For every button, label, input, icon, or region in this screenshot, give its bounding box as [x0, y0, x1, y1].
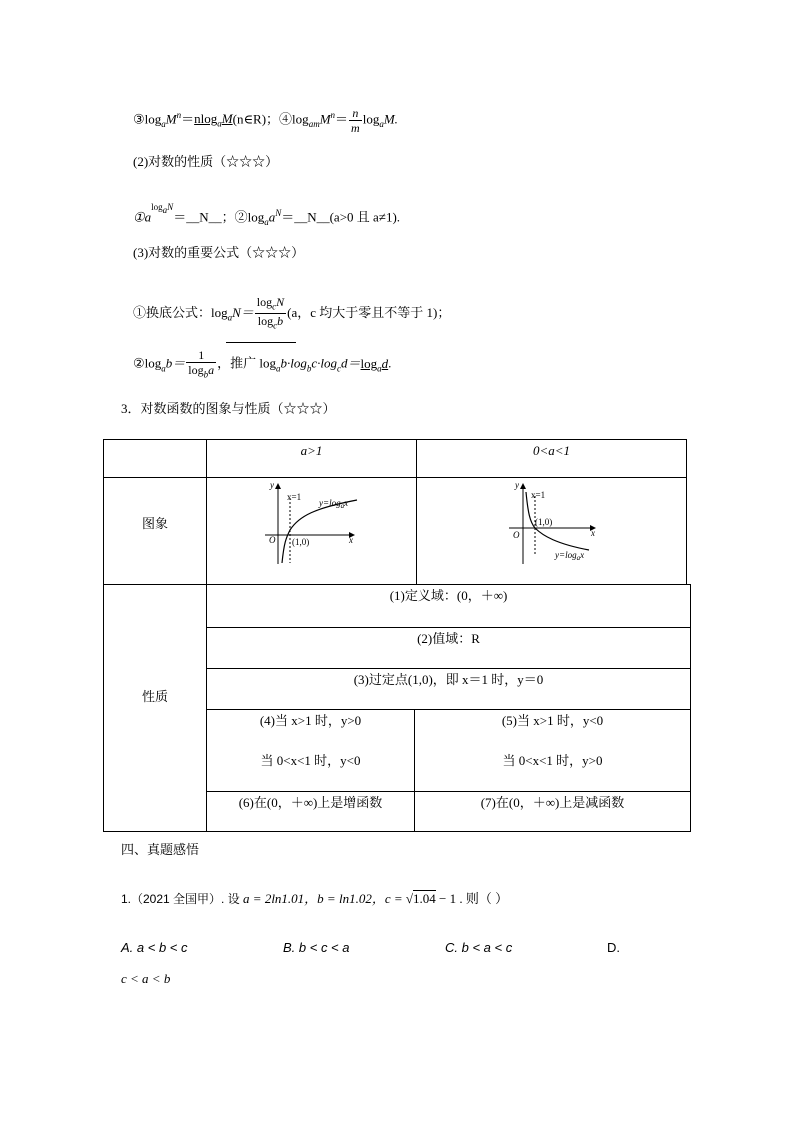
svg-text:y=logax: $y=\log_ax$ [555, 550, 585, 562]
formula-line-properties: $①a^{log_aN}=\_\_N\_\_$；$②\log_aa^N=\_\_N\_\_(a>0$ 且 a≠1). [133, 202, 401, 227]
svg-text:x=1: x=1 [287, 492, 302, 502]
table-prop-fixed-point: (3)过定点(1,0)，即 x＝1 时，y＝0 [206, 668, 691, 710]
formula-reciprocal: $②\log_ab=$ $\frac{1}{\log_ba}$ ，推广 $\log_ab\cdot\log_bc\cdot\log_cd=\log_ad$. [133, 348, 392, 380]
graph-log-increasing [207, 478, 416, 584]
heading-properties: (2)对数的性质（☆☆☆） [133, 154, 279, 169]
option-b[interactable]: B. b < c < a [283, 940, 350, 955]
table-prop-range: (2)值域：R [206, 627, 691, 669]
svg-text:(1,0): (1,0) [292, 537, 310, 547]
svg-text:y=logax: $y=\log_ax$ [319, 498, 349, 510]
table-row-label-properties: 性质 [103, 584, 207, 832]
table-cell-graph-increasing [206, 477, 417, 585]
table-row-label-graph: 图象 [103, 477, 207, 585]
table-prop-sign-increasing: (4)当 x>1 时，y>0 当 0<x<1 时，y<0 [206, 709, 415, 792]
section-4-title: 四、真题感悟 [121, 842, 200, 857]
table-prop-sign-decreasing: (5)当 x>1 时，y<0 当 0<x<1 时，y>0 [414, 709, 691, 792]
svg-text:O: O [269, 535, 276, 545]
fraction-change-of-base: $\frac{\log_cN}{\log_cb}$ [256, 295, 285, 331]
table-prop-monotone-increasing: (6)在(0，＋∞)上是增函数 [206, 791, 415, 832]
overline-decoration [226, 342, 296, 343]
option-a[interactable]: A. a < b < c [121, 940, 188, 955]
option-c[interactable]: C. b < a < c [445, 940, 513, 955]
fraction-reciprocal: $\frac{1}{\log_ba}$ [188, 348, 215, 380]
graph-log-decreasing [417, 478, 686, 584]
section-3-title: 3．对数函数的图象与性质（☆☆☆） [121, 401, 336, 416]
table-cell-graph-decreasing [416, 477, 687, 585]
sqrt-symbol: √ [405, 891, 413, 906]
question-1-stem: 1.（2021 全国甲）. 设 a = 2ln1.01，b = ln1.02，c = √1.04 − 1 . 则（ ） [121, 891, 509, 906]
heading-formulas: (3)对数的重要公式（☆☆☆） [133, 245, 305, 260]
option-d[interactable]: D. [607, 940, 620, 955]
svg-text:(1,0): (1,0) [535, 517, 553, 527]
formula-change-of-base: ①换底公式：$\log_aN=$ $\frac{\log_cN}{\log_cb}$ (a，c 均大于零且不等于 1)； [133, 295, 451, 331]
svg-text:x: x [591, 528, 595, 538]
svg-text:x=1: x=1 [531, 490, 546, 500]
table-header-a-gt-1: a>1 [206, 439, 417, 478]
svg-text:y: y [515, 480, 519, 490]
table-header-blank [103, 439, 207, 478]
fraction-n-over-m: $\frac{n}{m}$ [351, 106, 360, 135]
svg-text:O: O [513, 530, 520, 540]
table-header-a-lt-1: 0<a<1 [416, 439, 687, 478]
svg-text:y: y [270, 480, 274, 490]
table-prop-domain: (1)定义域：(0，＋∞) [206, 584, 691, 628]
option-d-body: c < a < b [121, 971, 171, 986]
svg-text:x: x [349, 535, 353, 545]
formula-line-1: $③\log_aM^n=nlog_aM(n\in R)$；$④\log_{am}M^n=$ $\frac{n}{m}$ $\log_aM$. [133, 106, 398, 135]
table-prop-monotone-decreasing: (7)在(0，＋∞)上是减函数 [414, 791, 691, 832]
